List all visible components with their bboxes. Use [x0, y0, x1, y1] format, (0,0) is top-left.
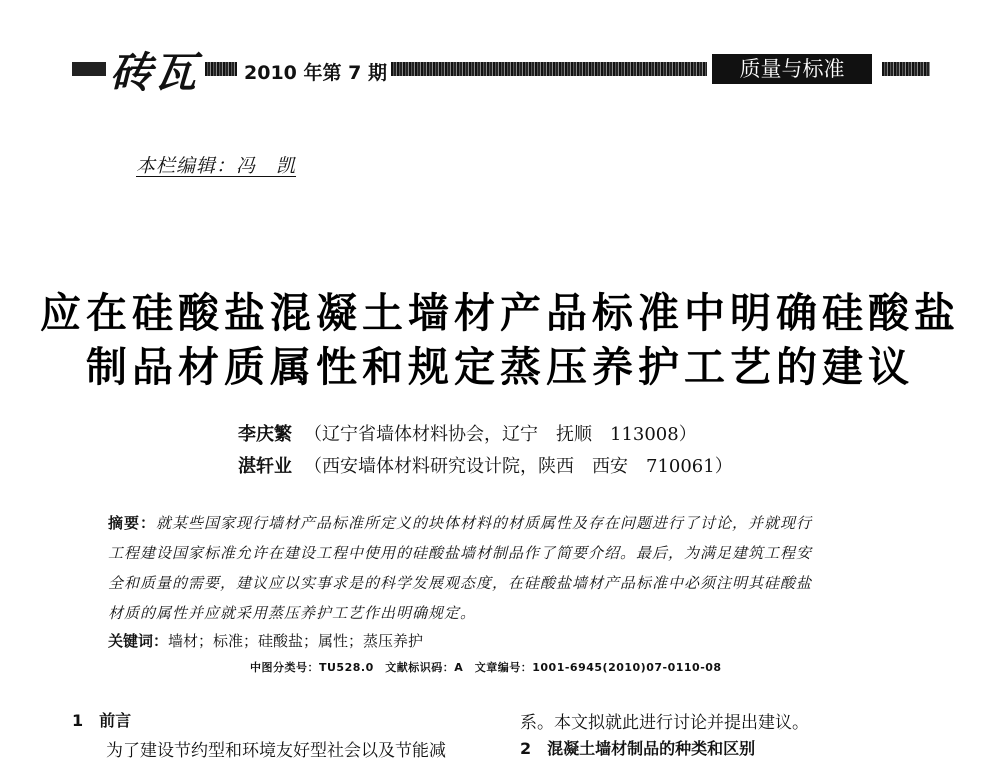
author-2	[238, 452, 733, 478]
keywords	[108, 630, 423, 651]
masthead-bar-left	[72, 62, 106, 76]
masthead-bar-right	[882, 62, 930, 76]
abstract-line-1	[108, 512, 812, 533]
masthead-bar-mid2	[385, 62, 707, 76]
article-title-line-1: 应在硅酸盐混凝土墙材产品标准中明确硅酸盐	[40, 289, 960, 337]
column-editor: 本栏编辑：冯 凯	[136, 155, 297, 177]
classification-line: 中图分类号：TU528.0 文献标识码：A 文章编号：1001-6945(2010)07-0110-08	[250, 661, 722, 674]
abstract-label: 摘要：	[108, 514, 157, 532]
section-1-text: 为了建设节约型和环境友好型社会以及节能减	[106, 741, 446, 761]
author-1	[238, 420, 697, 446]
section-tag: 质量与标准	[712, 54, 872, 84]
keywords-label: 关键词：	[108, 632, 169, 650]
author-1-name: 李庆繁	[238, 424, 292, 445]
abstract-line-3: 全和质量的需要，建议应以实事求是的科学发展观态度，在硅酸盐墙材产品标准中必须注明其硅酸盐	[108, 574, 813, 592]
author-2-name: 湛轩业	[238, 456, 292, 477]
author-1-affiliation: （辽宁省墙体材料协会，辽宁 抚顺 113008）	[304, 424, 697, 445]
masthead-bar-mid	[205, 62, 237, 76]
section-1-heading: 1 前言	[72, 711, 132, 730]
abstract-line-2: 工程建设国家标准允许在建设工程中使用的硅酸盐墙材制品作了简要介绍。最后，为满足建筑工程安	[108, 544, 813, 562]
column-2-text: 系。本文拟就此进行讨论并提出建议。	[520, 713, 809, 733]
issue-label: 2010 年第 7 期	[240, 58, 391, 85]
abstract-text-1: 就某些国家现行墙材产品标准所定义的块体材料的材质属性及存在问题进行了讨论，并就现行	[156, 514, 813, 532]
article-title-line-2: 制品材质属性和规定蒸压养护工艺的建议	[86, 343, 914, 391]
keywords-text: 墙材；标准；硅酸盐；属性；蒸压养护	[168, 632, 424, 650]
author-2-affiliation: （西安墙体材料研究设计院，陕西 西安 710061）	[304, 456, 733, 477]
section-2-heading: 2 混凝土墙材制品的种类和区别	[520, 739, 756, 758]
journal-logo: 砖瓦	[110, 48, 199, 97]
abstract-line-4: 材质的属性并应就采用蒸压养护工艺作出明确规定。	[108, 604, 477, 622]
